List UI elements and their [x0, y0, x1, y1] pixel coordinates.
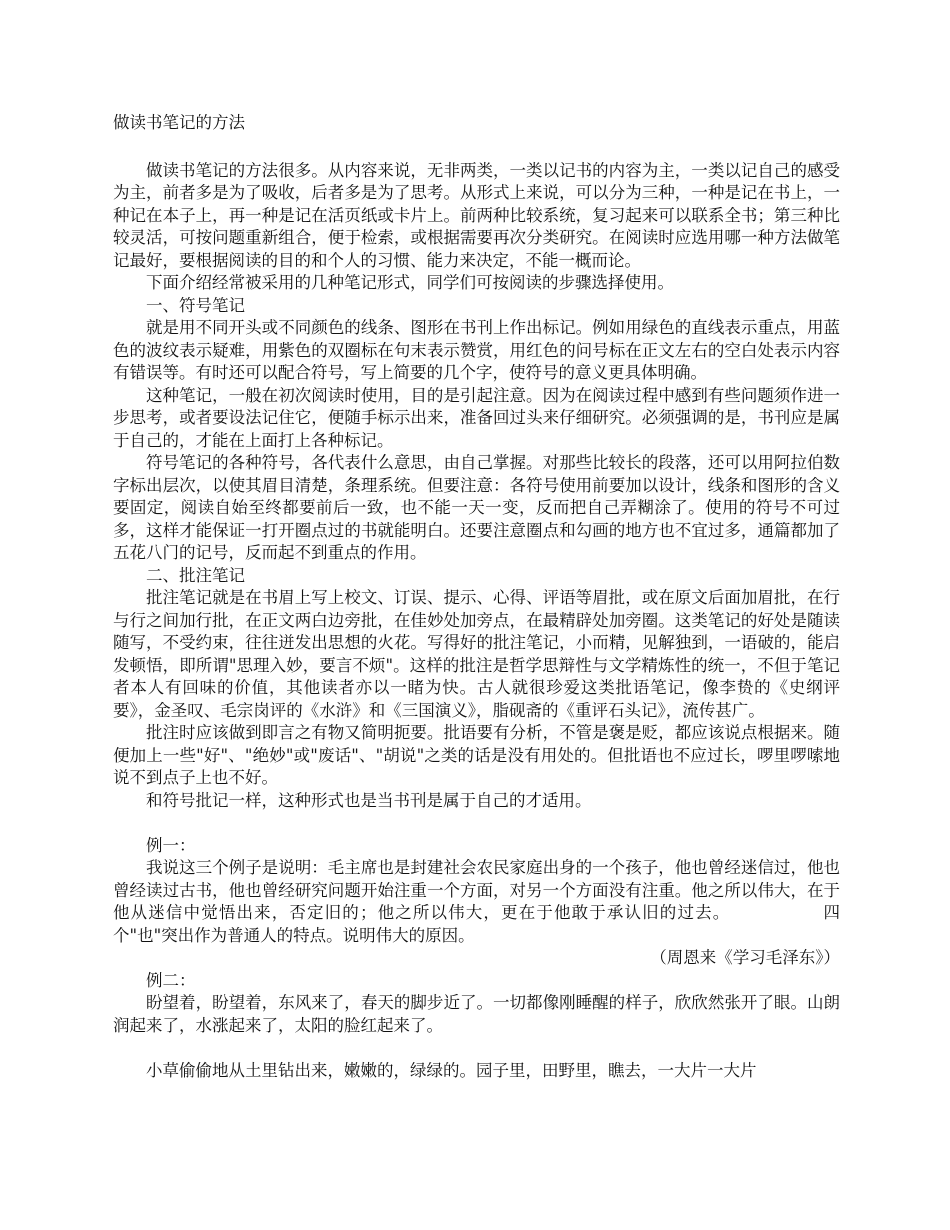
example1-source: （周恩来《学习毛泽东》） — [650, 948, 840, 967]
section-heading-annotation-notes: 二、批注笔记 — [146, 565, 245, 585]
section1-paragraph-2: 这种笔记，一般在初次阅读时使用，目的是引起注意。因为在阅读过程中感到有些问题须作进一步思考，或者要设法记住它，便随手标示出来，准备回过头来仔细研究。必须强调的是，书刊应是属于自己的，才能在上面打上各种标记。 — [113, 385, 840, 450]
example2-label: 例二： — [146, 970, 196, 990]
intro-paragraph-1: 做读书笔记的方法很多。从内容来说，无非两类，一类以记书的内容为主，一类以记自己的感受为主，前者多是为了吸收，后者多是为了思考。从形式上来说，可以分为三种，一种是记在书上，一种记在本子上，再一种是记在活页纸或卡片上。前两种比较系统，复习起来可以联系全书；第三种比较灵活，可按问题重新组合，便于检索，或根据需要再次分类研究。在阅读时应选用哪一种方法做笔记最好，要根据阅读的目的和个人的习惯、能力来决定，不能一概而论。 — [113, 160, 840, 270]
example1-body: 我说这三个例子是说明：毛主席也是封建社会农民家庭出身的一个孩子，他也曾经迷信过，他也曾经读过古书，他也曾经研究问题开始注重一个方面，对另一个方面没有注重。他之所以伟大，在于他从迷信中觉悟出来，否定旧的；他之所以伟大，更在于他敢于承认旧的过去。 — [113, 858, 840, 922]
example1-text — [113, 857, 840, 947]
section2-paragraph-2: 批注时应该做到即言之有物又简明扼要。批语要有分析，不管是褒是贬，都应该说点根据来。随便加上一些"好"、"绝妙"或"废话"、"胡说"之类的话是没有用处的。但批语也不应过长，啰里啰嗦地说不到点子上也不好。 — [113, 723, 840, 787]
section2-paragraph-1: 批注笔记就是在书眉上写上校文、订误、提示、心得、评语等眉批，或在原文后面加眉批，在行与行之间加行批，在正文两白边旁批，在佳妙处加旁点，在最精辟处加旁圈。这类笔记的好处是随读随写，不受约束，往往迸发出思想的火花。写得好的批注笔记，小而精，见解独到，一语破的，能启发顿悟，即所谓"思理入妙，要言不烦"。这样的批注是哲学思辩性与文学精炼性的统一，不但于笔记者本人有回味的价值，其他读者亦以一睹为快。古人就很珍爱这类批语笔记，像李贽的《史纲评要》，金圣叹、毛宗岗评的《水浒》和《三国演义》，脂砚斋的《重评石头记》，流传甚广。 — [113, 588, 840, 720]
intro-paragraph-2: 下面介绍经常被采用的几种笔记形式，同学们可按阅读的步骤选择使用。 — [146, 273, 674, 292]
example2-paragraph-2: 小草偷偷地从土里钻出来，嫩嫩的，绿绿的。园子里，田野里，瞧去，一大片一大片 — [146, 1060, 757, 1080]
section1-paragraph-1: 就是用不同开头或不同颜色的线条、图形在书刊上作出标记。例如用绿色的直线表示重点，用蓝色的波纹表示疑难，用紫色的双圈标在句末表示赞赏，用红色的问号标在正文左右的空白处表示内容有错误等。有时还可以配合符号，写上简要的几个字，使符号的意义更具体明确。 — [113, 318, 840, 382]
example1-note: 四个"也"突出作为普通人的特点。说明伟大的原因。 — [113, 903, 841, 945]
document-page — [113, 112, 840, 1082]
document-title: 做读书笔记的方法 — [113, 113, 245, 132]
spacer — [113, 812, 840, 835]
section2-paragraph-3: 和符号批记一样，这种形式也是当书刊是属于自己的才适用。 — [146, 790, 592, 810]
example1-label: 例一： — [146, 835, 196, 855]
spacer — [113, 1037, 840, 1060]
example2-paragraph-1: 盼望着，盼望着，东风来了，春天的脚步近了。一切都像刚睡醒的样子，欣欣然张开了眼。山朗润起来了，水涨起来了，太阳的脸红起来了。 — [113, 993, 840, 1035]
section1-paragraph-3: 符号笔记的各种符号，各代表什么意思，由自己掌握。对那些比较长的段落，还可以用阿拉伯数字标出层次，以使其眉目清楚，条理系统。但要注意：各符号使用前要加以设计，线条和图形的含义要固定，阅读自始至终都要前后一致，也不能一天一变，反而把自己弄糊涂了。使用的符号不可过多，这样才能保证一打开圈点过的书就能明白。还要注意圈点和勾画的地方也不宜过多，通篇都加了五花八门的记号，反而起不到重点的作用。 — [113, 453, 840, 562]
section-heading-symbol-notes: 一、符号笔记 — [146, 295, 245, 315]
